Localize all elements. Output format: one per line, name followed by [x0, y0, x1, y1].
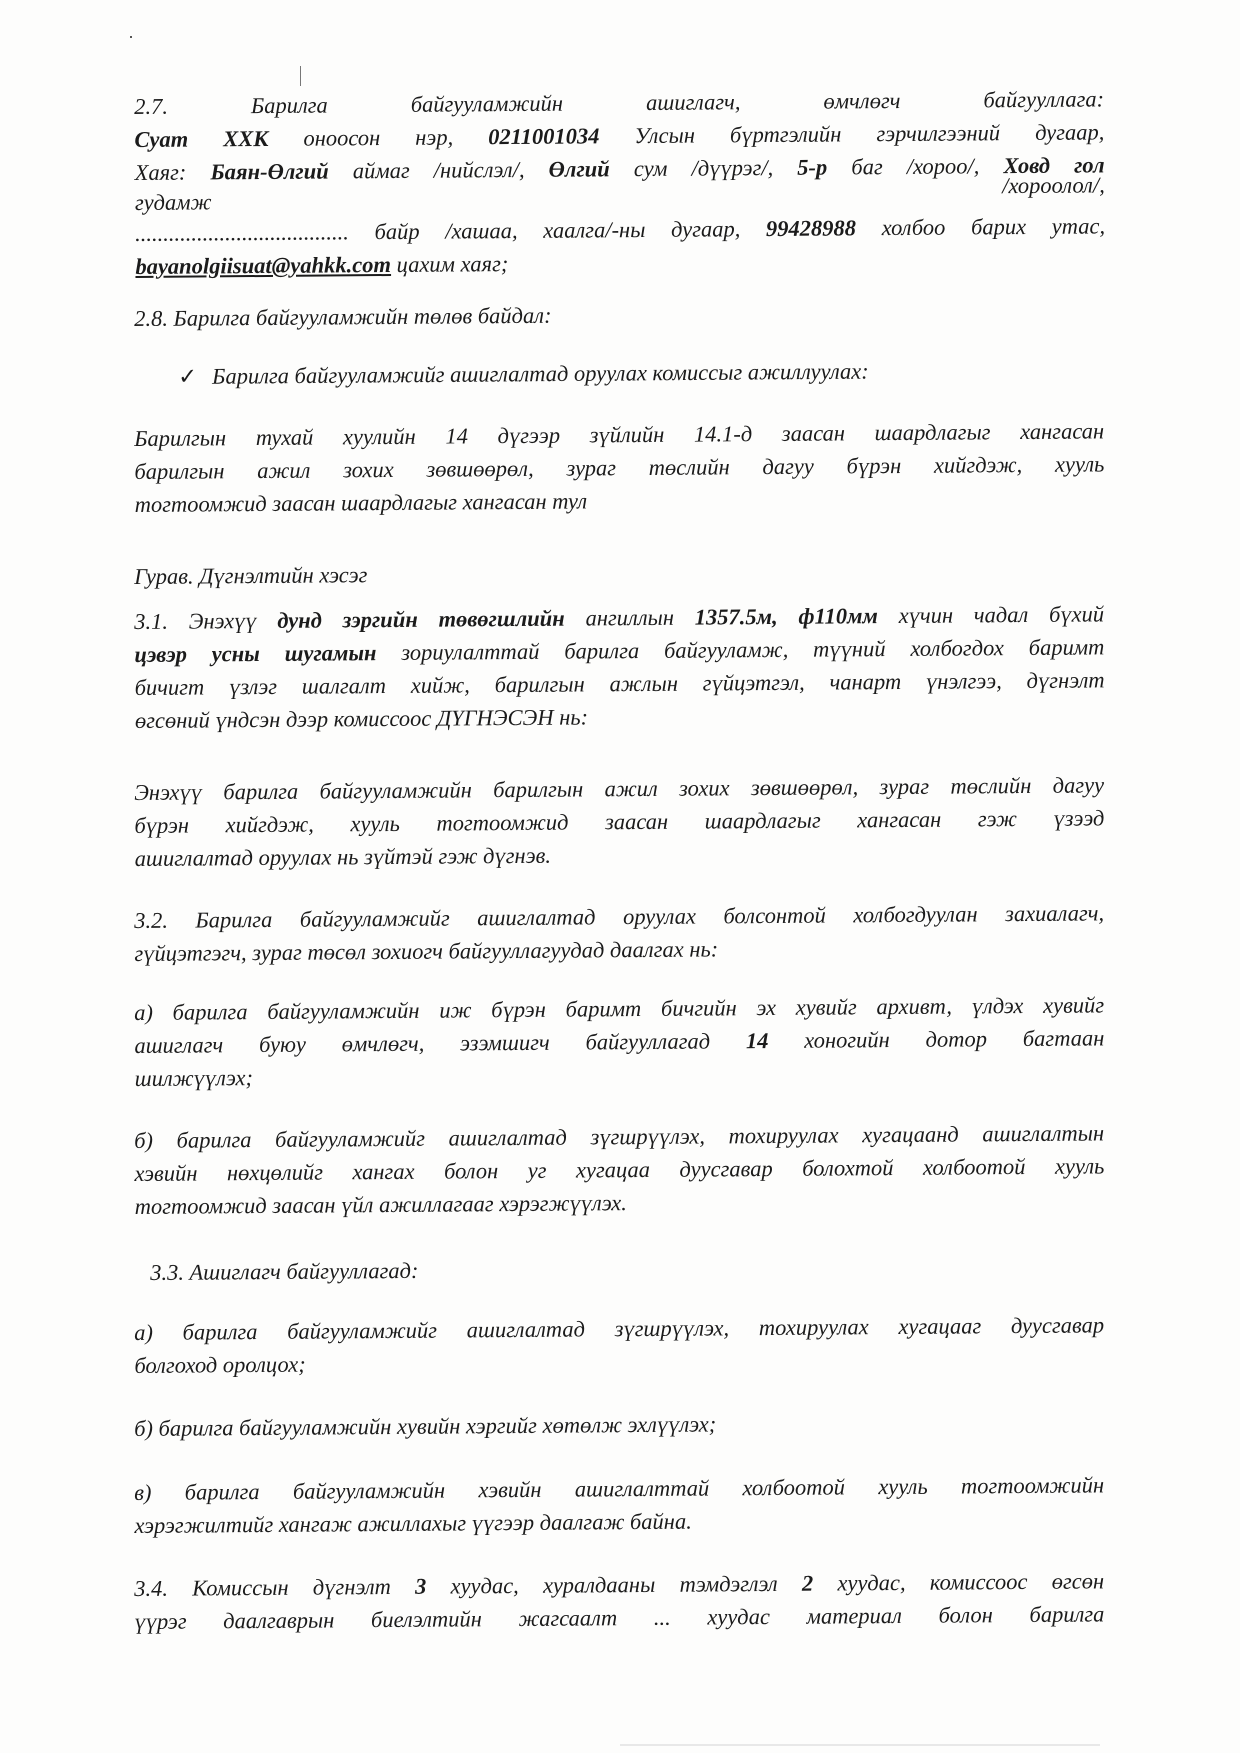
section-2-7 — [134, 82, 1105, 283]
text: оноосон нэр, — [268, 124, 489, 151]
bag-number: 5-р — [797, 154, 828, 180]
section-3-3-b — [134, 1404, 1104, 1445]
text: 3.1. Энэхүү — [134, 607, 278, 634]
text: Улсын бүртгэлийн гэрчилгээний дугаар, — [599, 119, 1105, 149]
text-line: б) барилга байгууламжийг ашиглалтад зүгшрүүлэх, тохируулах хугацаанд ашиглалтын — [134, 1120, 1105, 1153]
text: баг /хороо/, — [827, 153, 1004, 180]
text: цахим хаяг; — [390, 251, 509, 277]
text: сум /дүүрэг/, — [609, 154, 798, 182]
text: /хороолол/, — [1002, 172, 1105, 199]
section-3-3-a — [134, 1308, 1104, 1382]
text-line: ашиглалтад оруулах нь зүйтэй гэж дүгнэв. — [134, 842, 552, 871]
section-2-8-body — [134, 414, 1105, 521]
purpose: цэвэр усны шугамын — [134, 640, 377, 667]
check-icon: ✓ — [178, 363, 198, 389]
blank-dots: ...................................... — [135, 219, 349, 246]
text: зориулалттай барилга байгууламж, түүний холбогдох баримт — [376, 634, 1105, 666]
scan-edge — [620, 1744, 1100, 1746]
text: байгууллага: — [983, 86, 1105, 113]
aimag-name: Баян-Өлгий — [210, 158, 329, 185]
text: өмчлөгч — [823, 87, 901, 114]
bullet-item — [178, 353, 1078, 393]
bullet-text: Барилга байгууламжийг ашиглалтад оруулах комиссыг ажиллуулах: — [212, 358, 869, 389]
section-number: 2.7. — [134, 93, 168, 119]
text-line: бүрэн хийгдэж, хууль тогтоомжид заасан шаардлагыг хангасан гэж үзээд — [134, 805, 1105, 838]
text-line: а) барилга байгууламжийг ашиглалтад зүгшрүүлэх, тохируулах хугацааг дуусгавар — [134, 1312, 1105, 1345]
text: Барилга — [250, 92, 328, 119]
section-3-1-conclusion — [134, 768, 1105, 875]
capacity-value: 1357.5м, ф110мм — [694, 603, 878, 630]
text-line: өгсөний үндсэн дээр комиссоос ДҮГНЭСЭН нь: — [134, 704, 589, 733]
page-count: 3 — [415, 1573, 427, 1599]
text-line: Энэхүү барилга байгууламжийн барилгын ажил зохих зөвшөөрөл, зураг төслийн дагуу — [134, 772, 1105, 805]
section-3-3-heading: 3.3. Ашиглагч байгууллагад: — [150, 1257, 419, 1285]
text: аймаг /нийслэл/, — [328, 156, 549, 184]
text: хуудас, хуралдааны тэмдэглэл — [426, 1570, 803, 1599]
scan-speck — [130, 36, 132, 38]
section-2-8-heading: 2.8. Барилга байгууламжийн төлөв байдал: — [134, 302, 552, 331]
text: ашиглагч буюу өмчлөгч, эзэмшигч байгууллагад — [134, 1028, 746, 1058]
text-line: гүйцэтгэгч, зураг төсөл зохиогч байгууллагуудад даалгах нь: — [134, 936, 719, 966]
text-line: шилжүүлэх; — [134, 1065, 253, 1091]
text-line: а) барилга байгууламжийн иж бүрэн баримт бичгийн эх хувийг архивт, үлдэх хувийг — [134, 992, 1105, 1025]
section-3-2-a — [134, 988, 1105, 1095]
text: байр /хашаа, хаалга/-ны дугаар, — [348, 216, 767, 245]
text: Хаяг: — [134, 159, 211, 185]
email-link[interactable]: bayanolgiisuat@yahkk.com — [135, 251, 392, 279]
text-line: бичигт үзлэг шалгалт хийж, барилгын ажлын гүйцэтгэл, чанарт үнэлгээ, дүгнэлт — [134, 667, 1105, 700]
sum-name: Өлгий — [548, 156, 610, 182]
text: хүчин чадал бүхий — [877, 601, 1105, 629]
text: ангиллын — [564, 604, 695, 631]
text: хоногийн дотор багтаан — [768, 1025, 1105, 1054]
complexity-class: дунд зэргийн төвөгшлийн — [277, 605, 565, 633]
text-line: хэрэгжилтийг хангаж ажиллахыг үүгээр даалгаж байна. — [134, 1508, 692, 1538]
text: байгууламжийн — [410, 90, 564, 117]
text-line: хэвийн нөхцөлийг хангах болон уг хугацаа дуусгавар болохтой холбоотой хууль — [134, 1153, 1105, 1186]
section-3-1 — [134, 597, 1105, 737]
registration-number: 0211001034 — [488, 123, 600, 150]
text: гудамж — [134, 189, 212, 215]
section-3-3-c — [134, 1468, 1104, 1542]
text-line: тогтоомжид заасан үйл ажиллагааг хэрэгжүүлэх. — [134, 1190, 627, 1219]
street-name: Ховд гол — [1003, 152, 1105, 179]
text: ашиглагч, — [645, 89, 741, 115]
text-line: болгоход оролцох; — [134, 1351, 306, 1378]
scan-mark — [300, 66, 301, 86]
phone-number: 99428988 — [765, 215, 857, 242]
section-3-heading: Гурав. Дүгнэлтийн хэсэг — [134, 562, 368, 589]
text-line: барилгын ажил зохих зөвшөөрөл, зураг төслийн дагуу бүрэн хийгдэж, хууль — [134, 451, 1105, 484]
text-line: б) барилга байгууламжийн хувийн хэргийг хөтөлж эхлүүлэх; — [134, 1411, 717, 1441]
text: хуудас, комиссоос өгсөн — [813, 1568, 1105, 1596]
section-3 — [134, 552, 1104, 593]
text-line: тогтоомжид заасан шаардлагыг хангасан тул — [134, 488, 588, 517]
text-line: в) барилга байгууламжийн хэвийн ашиглалттай холбоотой хууль тогтоомжийн — [134, 1472, 1105, 1505]
section-3-3 — [150, 1248, 1120, 1289]
text: холбоо барих утас, — [855, 213, 1106, 241]
text-line: Барилгын тухай хуулийн 14 дүгээр зүйлийн 14.1-д заасан шаардлагыг хангасан — [134, 418, 1105, 451]
section-3-2 — [134, 896, 1104, 970]
section-2-8 — [134, 294, 1104, 335]
text-line: 3.2. Барилга байгууламжийг ашиглалтад оруулах болсонтой холбогдуулан захиалагч, — [134, 900, 1105, 933]
text-line: үүрэг даалгаврын биелэлтийн жагсаалт ... хуудас материал болон барилга — [134, 1601, 1105, 1634]
organization-name: Суат ХХК — [134, 125, 269, 152]
section-3-2-b — [134, 1116, 1105, 1223]
page-count: 2 — [801, 1570, 814, 1596]
days-number: 14 — [745, 1028, 769, 1054]
section-3-4 — [134, 1564, 1104, 1638]
section-2-7-line-6 — [135, 242, 1105, 283]
text: 3.4. Комиссын дүгнэлт — [134, 1573, 416, 1601]
